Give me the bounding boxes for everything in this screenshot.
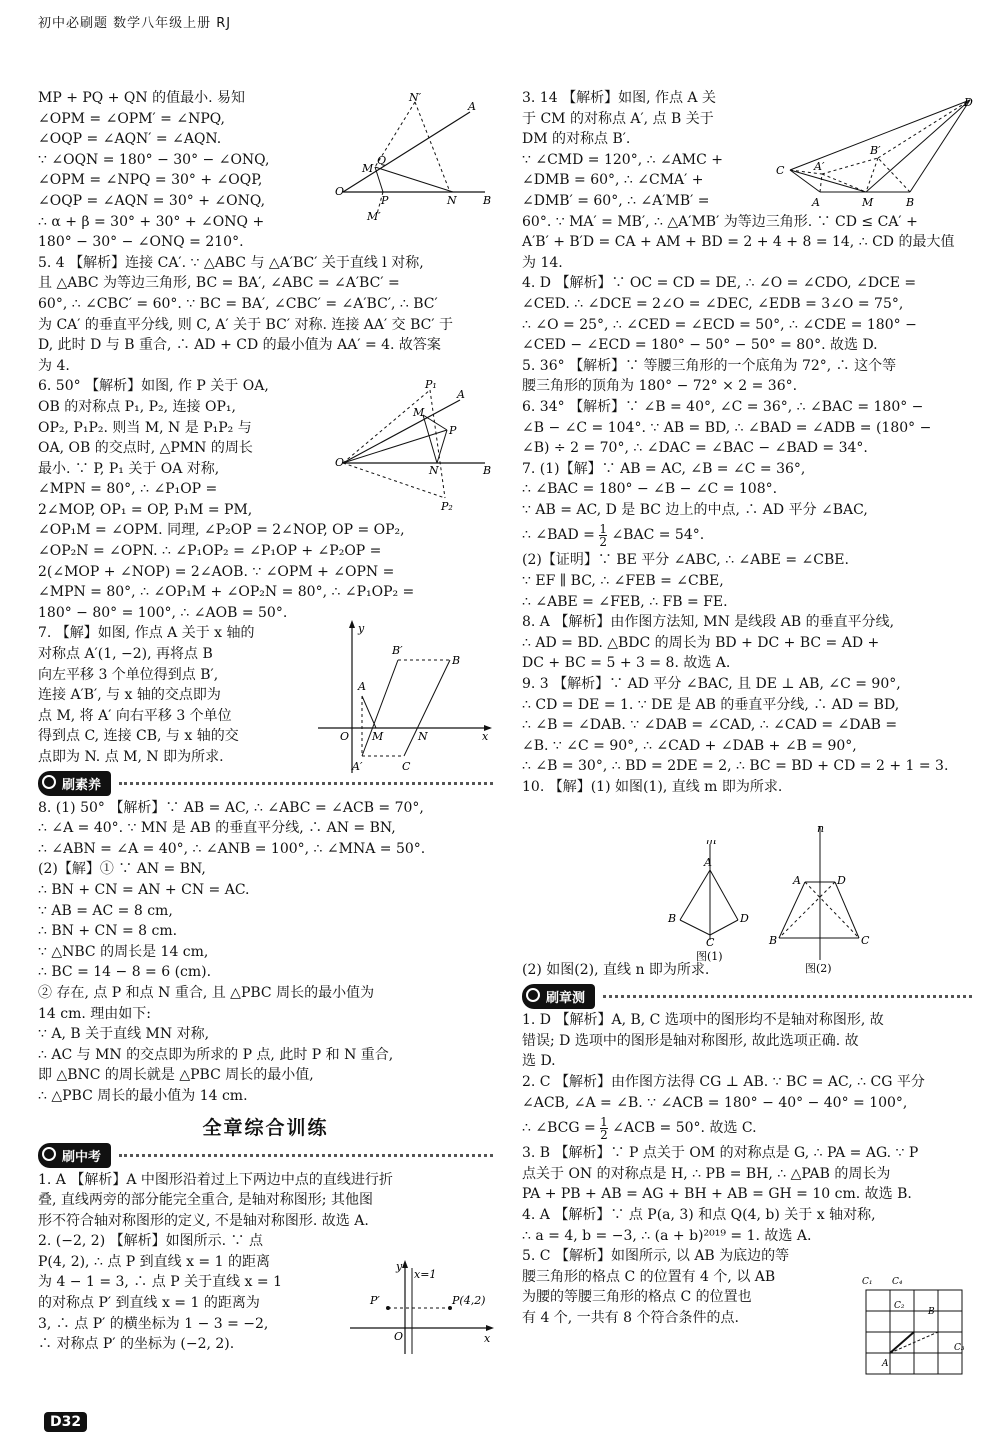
c1-answer bbox=[522, 1010, 972, 1072]
fig-label: C₄ bbox=[892, 1277, 903, 1287]
fig-label: C₃ bbox=[954, 1343, 965, 1353]
text-line: ∠B. ∵ ∠C = 90°, ∴ ∠CAD + ∠DAB + ∠B = 90°, bbox=[522, 737, 857, 754]
fig-label: C bbox=[776, 164, 785, 177]
text-line: ∠ACB, ∠A = ∠B. ∵ ∠ACB = 180° − 40° − 40° = 100°, bbox=[522, 1094, 908, 1111]
text-line: D, 此时 D 与 B 重合, ∴ AD + CD 的最小值为 AA′ = 4. 故答案 bbox=[38, 337, 441, 354]
fig-label: A bbox=[793, 874, 801, 887]
text-line: ∵ AB = AC = 8 cm, bbox=[38, 902, 173, 919]
r10-line-2: (2) 如图(2), 直线 n 即为所求. bbox=[522, 961, 710, 978]
section-label: 刷素养 bbox=[62, 778, 102, 794]
text-line: ∴ a = 4, b = −3, ∴ (a + b)²⁰¹⁹ = 1. 故选 A. bbox=[522, 1227, 812, 1244]
dotted-rule bbox=[603, 995, 972, 998]
text-line: ∴ ∠BAC = 180° − ∠B − ∠C = 108°. bbox=[522, 481, 778, 498]
q6-answer-top bbox=[38, 376, 318, 520]
text-line: ∴ △PBC 周长的最小值为 14 cm. bbox=[38, 1087, 248, 1104]
text-line-fraction bbox=[522, 1113, 972, 1143]
text-line: ∵ AB = AC, D 是 BC 边上的中点, ∴ AD 平分 ∠BAC, bbox=[522, 501, 868, 518]
text-line: ∴ ∠O = 25°, ∴ ∠CED = ∠ECD = 50°, ∴ ∠CDE = 180° − bbox=[522, 316, 917, 333]
fig-label: B bbox=[483, 464, 492, 477]
text-line: ∠OQP = ∠AQN = 30° + ∠ONQ, bbox=[38, 192, 266, 209]
text-line: PA + PB + AB = AG + BH + AB = GH = 10 cm. 故选 B. bbox=[522, 1186, 912, 1203]
text-line: 且 △ABC 为等边三角形, BC = BA′, ∠ABC = ∠A′BC′ = bbox=[38, 275, 400, 292]
fig-label: M bbox=[413, 406, 425, 419]
text-line: 3. 14 【解析】如图, 作点 A 关 bbox=[522, 90, 716, 106]
text-line: 有 4 个, 一共有 8 个符合条件的点. bbox=[522, 1309, 739, 1326]
text-line: ② 存在, 点 P 和点 N 重合, 且 △PBC 周长的最小值为 bbox=[38, 984, 375, 1001]
q7-answer bbox=[38, 623, 318, 767]
text-line: ∠MPN = 80°, ∴ ∠P₁OP = bbox=[38, 481, 218, 498]
text-line: 1. A 【解析】A 中图形沿着过上下两边中点的直线进行折 bbox=[38, 1171, 393, 1188]
text-line: ∠MPN = 80°, ∴ ∠OP₁M + ∠OP₂N = 80°, ∴ ∠P₁OP₂ = bbox=[38, 584, 415, 601]
text-line: ∴ ∠A = 40°. ∵ MN 是 AB 的垂直平分线, ∴ AN = BN, bbox=[38, 820, 396, 837]
fig-label: C₁ bbox=[862, 1277, 873, 1287]
r8-answer bbox=[522, 612, 972, 674]
fig-label: A bbox=[882, 1359, 889, 1369]
section-label: 刷章测 bbox=[546, 990, 586, 1006]
fig-label: m bbox=[706, 840, 717, 847]
page-header: 初中必刷题 数学八年级上册 RJ bbox=[38, 16, 232, 31]
text-line: ∠B − ∠C = 104°. ∵ AB = BD, ∴ ∠BAD = ∠ADB = (180° − bbox=[522, 419, 932, 436]
text-line: ∴ BN + CN = AN + CN = AC. bbox=[38, 881, 250, 898]
text-line: ∵ EF ∥ BC, ∴ ∠FEB = ∠CBE, bbox=[522, 573, 724, 590]
fig-label: y bbox=[358, 622, 365, 635]
text-line: ∴ ∠ABE = ∠FEB, ∴ FB = FE. bbox=[522, 593, 728, 610]
text-line: (2)【证明】∵ BE 平分 ∠ABC, ∴ ∠ABE = ∠CBE. bbox=[522, 552, 849, 569]
text-line: 4. D 【解析】∵ OC = CD = DE, ∴ ∠O = ∠CDO, ∠DCE = bbox=[522, 275, 917, 292]
fig-label: D bbox=[837, 874, 846, 887]
section-badge bbox=[38, 771, 111, 796]
text-line: 点 M, 将 A′ 向右平移 3 个单位 bbox=[38, 707, 232, 724]
fig-label: P bbox=[449, 424, 457, 437]
figure-c5-grid bbox=[858, 1270, 970, 1384]
text-line: ∴ α + β = 30° + 30° + ∠ONQ + bbox=[38, 213, 265, 230]
fig-label: M bbox=[362, 162, 374, 175]
text-line: 7. (1)【解】∵ AB = AC, ∠B = ∠C = 36°, bbox=[522, 460, 806, 477]
text-line: 为 4. bbox=[38, 357, 70, 374]
text-line: ∠OP₂N = ∠OPN. ∴ ∠P₁OP₂ = ∠P₁OP + ∠P₂OP = bbox=[38, 543, 382, 560]
r10-line: 10. 【解】(1) 如图(1), 直线 m 即为所求. bbox=[522, 779, 783, 795]
r6-answer bbox=[522, 397, 972, 459]
dotted-rule bbox=[119, 1154, 493, 1157]
pen-icon bbox=[42, 775, 56, 789]
fig-caption: 图(2) bbox=[805, 962, 832, 975]
text-line: ∴ BC = 14 − 8 = 6 (cm). bbox=[38, 964, 212, 981]
fig-label: O bbox=[335, 456, 345, 469]
denominator: 2 bbox=[600, 1127, 608, 1142]
text-line: 2. (−2, 2) 【解析】如图所示. ∵ 点 bbox=[38, 1233, 263, 1250]
text-line: 60°, ∴ ∠CBC′ = 60°. ∵ BC = BA′, ∠CBC′ = ∠A′BC′, ∴ BC′ bbox=[38, 295, 438, 312]
text-line: 于 CM 的对称点 A′, 点 B 关于 bbox=[522, 110, 714, 127]
fig-label: C bbox=[861, 934, 870, 947]
fig-label: B bbox=[928, 1307, 935, 1317]
fig-label: B′ bbox=[870, 144, 881, 157]
text-line: 180° − 80° = 100°, ∴ ∠AOB = 50°. bbox=[38, 604, 288, 621]
text-line: ∵ A, B 关于直线 MN 对称, bbox=[38, 1026, 210, 1043]
fig-label: B bbox=[668, 912, 677, 925]
fig-label: x bbox=[482, 730, 489, 743]
fig-label: B bbox=[906, 196, 915, 209]
text-line: ∴ ∠ABN = ∠A = 40°, ∴ ∠ANB = 100°, ∴ ∠MNA = 50°. bbox=[38, 840, 426, 857]
text-line: 4. A 【解析】∵ 点 P(a, 3) 和点 Q(4, b) 关于 x 轴对称, bbox=[522, 1206, 876, 1223]
section-badge bbox=[522, 984, 595, 1009]
fig-label: A bbox=[704, 856, 712, 869]
chapter-title: 全章综合训练 bbox=[202, 1116, 329, 1139]
fig-label: O bbox=[394, 1330, 404, 1343]
text-line: 180° − 30° − ∠ONQ = 210°. bbox=[38, 234, 244, 251]
fig-label: A′ bbox=[352, 760, 363, 773]
text-line: 最小. ∵ P, P₁ 关于 OA 对称, bbox=[38, 460, 220, 477]
text-line: 7. 【解】如图, 作点 A 关于 x 轴的 bbox=[38, 625, 255, 642]
text-line: ∠DMB = 60°, ∴ ∠CMA′ + bbox=[522, 172, 704, 189]
fig-label: B bbox=[483, 194, 492, 207]
section-badge bbox=[38, 1143, 111, 1168]
fig-label: M bbox=[372, 730, 384, 743]
c2-answer bbox=[522, 1072, 972, 1143]
frac-prefix: ∴ ∠BAD = bbox=[522, 527, 595, 544]
text-line: (2)【解】① ∵ AN = BN, bbox=[38, 861, 206, 878]
section-label: 刷中考 bbox=[62, 1150, 102, 1165]
text-line: 8. (1) 50° 【解析】∵ AB = AC, ∴ ∠ABC = ∠ACB = 70°, bbox=[38, 799, 424, 816]
text-line: 连接 A′B′, 与 x 轴的交点即为 bbox=[38, 687, 221, 704]
figure-q6 bbox=[335, 378, 495, 517]
frac-prefix: ∴ ∠BCG = bbox=[522, 1120, 596, 1137]
text-line: ∴ ∠B = ∠DAB. ∵ ∠DAB = ∠CAD, ∴ ∠CAD = ∠DAB = bbox=[522, 717, 898, 734]
fig-label: O bbox=[340, 730, 350, 743]
frac-suffix: ∠BAC = 54°. bbox=[611, 527, 705, 544]
text-line: 为 4 − 1 = 3, ∴ 点 P 关于直线 x = 1 bbox=[38, 1274, 282, 1291]
fig-label: A bbox=[468, 100, 476, 113]
pen-icon bbox=[526, 988, 540, 1002]
text-line: 60°. ∵ MA′ = MB′, ∴ △A′MB′ 为等边三角形. ∵ CD ≤ CA′ + bbox=[522, 213, 918, 230]
fig-label: B bbox=[769, 934, 778, 947]
text-line: ∴ BN + CN = 8 cm. bbox=[38, 923, 178, 940]
text-line: ∴ AD = BD. △BDC 的周长为 BD + DC + BC = AD + bbox=[522, 634, 880, 651]
q5-answer bbox=[38, 253, 493, 377]
fig-label: O bbox=[335, 185, 345, 198]
right-column bbox=[522, 88, 972, 1329]
numerator: 1 bbox=[599, 521, 607, 536]
text-line: MP + PQ + QN 的值最小. 易知 bbox=[38, 90, 245, 106]
text-line: ∠OPM = ∠OPM′ = ∠NPQ, bbox=[38, 110, 225, 127]
fig-label: P bbox=[381, 194, 389, 207]
fig-label: P′ bbox=[370, 1294, 380, 1307]
text-line: 5. 4 【解析】连接 CA′. ∵ △ABC 与 △A′BC′ 关于直线 l 对称, bbox=[38, 254, 424, 271]
fig-label: N bbox=[447, 194, 457, 207]
text-line: ∠B) ÷ 2 = 70°, ∴ ∠DAC = ∠BAC − ∠BAD = 34°. bbox=[522, 440, 868, 457]
text-line: 对称点 A′(1, −2), 再将点 B bbox=[38, 646, 213, 663]
text-line: ∠CED − ∠ECD = 180° − 50° − 50° = 80°. 故选 D. bbox=[522, 337, 878, 354]
text-line: ∠DMB′ = 60°, ∴ ∠A′MB′ = bbox=[522, 192, 710, 209]
frac-suffix: ∠ACB = 50°. 故选 C. bbox=[612, 1120, 757, 1137]
text-line: ∴ 对称点 P′ 的坐标为 (−2, 2). bbox=[38, 1336, 235, 1353]
fig-label: x bbox=[484, 1332, 491, 1345]
text-line: 腰三角形的顶角为 180° − 72° × 2 = 36°. bbox=[522, 378, 798, 395]
text-line: ∠OPM = ∠NPQ = 30° + ∠OQP, bbox=[38, 172, 263, 189]
text-line: 5. 36° 【解析】∵ 等腰三角形的一个底角为 72°, ∴ 这个等 bbox=[522, 357, 897, 374]
text-line: 为 14. bbox=[522, 254, 563, 271]
fraction bbox=[600, 1116, 608, 1141]
text-line: 9. 3 【解析】∵ AD 平分 ∠BAC, 且 DE ⊥ AB, ∠C = 90°, bbox=[522, 676, 901, 693]
r4-answer bbox=[522, 273, 972, 355]
text-line: 错误; D 选项中的图形是轴对称图形, 故此选项正确. 故 bbox=[522, 1032, 859, 1049]
dotted-rule bbox=[119, 782, 493, 785]
fig-label: C₂ bbox=[894, 1301, 905, 1311]
figure-r10-2 bbox=[765, 820, 875, 984]
text-line: ∴ ∠B = 30°, ∴ BD = 2DE = 2, ∴ BC = BD + CD = 2 + 1 = 3. bbox=[522, 758, 949, 775]
fig-label: Q bbox=[377, 154, 387, 167]
figure-z2-coords bbox=[350, 1258, 500, 1362]
fig-caption: 图(1) bbox=[696, 950, 723, 963]
fig-label: y bbox=[396, 1260, 403, 1273]
section-header-zhangce bbox=[522, 984, 972, 1008]
fig-label: N′ bbox=[409, 92, 422, 104]
text-line: 14 cm. 理由如下: bbox=[38, 1005, 151, 1022]
text-line: 得到点 C, 连接 CB, 与 x 轴的交 bbox=[38, 728, 239, 745]
text-line: ∴ AC 与 MN 的交点即为所求的 P 点, 此时 P 和 N 重合, bbox=[38, 1046, 394, 1063]
page-number: D32 bbox=[44, 1412, 87, 1432]
text-line: 叠, 直线两旁的部分能完全重合, 是轴对称图形; 其他图 bbox=[38, 1192, 373, 1209]
q6-answer-bottom bbox=[38, 520, 493, 623]
q4-continued bbox=[38, 88, 318, 253]
figure-q4 bbox=[335, 92, 495, 226]
z1-answer bbox=[38, 1170, 493, 1232]
text-line: 点关于 ON 的对称点是 H, ∴ PB = BH, ∴ △PAB 的周长为 bbox=[522, 1165, 891, 1182]
r3-answer-top bbox=[522, 88, 762, 212]
text-line: 3. B 【解析】∵ P 点关于 OM 的对称点是 G, ∴ PA = AG. ∵ P bbox=[522, 1145, 919, 1162]
fig-label: D bbox=[740, 912, 749, 925]
r5-answer bbox=[522, 356, 972, 397]
fig-label: n bbox=[817, 822, 825, 835]
text-line: 8. A 【解析】由作图方法知, MN 是线段 AB 的垂直平分线, bbox=[522, 614, 895, 631]
z2-answer bbox=[38, 1231, 318, 1355]
text-line: 为 CA′ 的垂直平分线, 则 C, A′ 关于 BC′ 对称. 连接 AA′ 交 BC′ 于 bbox=[38, 316, 453, 333]
text-line: 2(∠MOP + ∠NOP) = 2∠AOB. ∵ ∠OPM + ∠OPN = bbox=[38, 563, 395, 580]
fig-label: A bbox=[457, 388, 465, 401]
c4-answer bbox=[522, 1205, 972, 1246]
text-line: OA, OB 的交点时, △PMN 的周长 bbox=[38, 440, 253, 457]
text-line: 为腰的等腰三角形的格点 C 的位置也 bbox=[522, 1289, 752, 1306]
text-line: 1. D 【解析】A, B, C 选项中的图形均不是轴对称图形, 故 bbox=[522, 1012, 884, 1029]
section-header-zhongkao bbox=[38, 1144, 493, 1168]
text-line: ∵ ∠OQN = 180° − 30° − ∠ONQ, bbox=[38, 151, 270, 168]
text-line: ∠OQP = ∠AQN′ = ∠AQN. bbox=[38, 131, 222, 148]
text-line: A′B′ + B′D = CA + AM + BD = 2 + 4 + 8 = 14, ∴ CD 的最大值 bbox=[522, 234, 955, 251]
text-line: 6. 50° 【解析】如图, 作 P 关于 OA, bbox=[38, 378, 269, 395]
text-line: 3, ∴ 点 P′ 的横坐标为 1 − 3 = −2, bbox=[38, 1315, 269, 1332]
text-line: 选 D. bbox=[522, 1053, 556, 1070]
text-line: 6. 34° 【解析】∵ ∠B = 40°, ∠C = 36°, ∴ ∠BAC = 180° − bbox=[522, 398, 924, 415]
fig-label: A bbox=[812, 196, 820, 209]
text-line: P(4, 2), ∴ 点 P 到直线 x = 1 的距离 bbox=[38, 1253, 270, 1270]
fig-label: D bbox=[964, 96, 973, 109]
fig-label: N bbox=[429, 464, 439, 477]
figure-q7-coords bbox=[318, 618, 493, 782]
text-line: 2∠MOP, OP₁ = OP, P₁M = PM, bbox=[38, 501, 253, 518]
text-line: ∠OP₁M = ∠OPM. 同理, ∠P₂OP = 2∠NOP, OP = OP₂, bbox=[38, 522, 405, 539]
fig-label: B bbox=[452, 654, 461, 667]
text-line: OB 的对称点 P₁, P₂, 连接 OP₁, bbox=[38, 398, 236, 415]
text-line-fraction bbox=[522, 520, 972, 550]
fig-label: P(4,2) bbox=[452, 1294, 486, 1307]
fig-label: P₂ bbox=[441, 500, 453, 513]
pen-icon bbox=[42, 1147, 56, 1161]
fig-label: C bbox=[706, 936, 715, 949]
fig-label: M bbox=[862, 196, 874, 209]
numerator: 1 bbox=[600, 1114, 608, 1129]
q8-answer bbox=[38, 798, 493, 1107]
fig-label: A bbox=[358, 680, 366, 693]
denominator: 2 bbox=[599, 534, 607, 549]
text-line: 的对称点 P′ 到直线 x = 1 的距离为 bbox=[38, 1295, 260, 1312]
text-line: 形不符合轴对称图形的定义, 不是轴对称图形. 故选 A. bbox=[38, 1212, 369, 1229]
c5-answer bbox=[522, 1246, 852, 1328]
c3-answer bbox=[522, 1143, 972, 1205]
text-line: ∵ ∠CMD = 120°, ∴ ∠AMC + bbox=[522, 151, 724, 168]
fig-label: B′ bbox=[392, 644, 403, 657]
fig-label: x=1 bbox=[414, 1268, 437, 1281]
text-line: 即 △BNC 的周长就是 △PBC 周长的最小值, bbox=[38, 1067, 314, 1084]
fig-label: M′ bbox=[367, 210, 381, 222]
fraction bbox=[599, 523, 607, 548]
r3-answer-bottom bbox=[522, 212, 972, 274]
text-line: ∵ △NBC 的周长是 14 cm, bbox=[38, 943, 209, 960]
text-line: DC + BC = 5 + 3 = 8. 故选 A. bbox=[522, 655, 731, 672]
figure-r10-1 bbox=[650, 840, 760, 972]
fig-label: C bbox=[402, 760, 411, 773]
fig-label: N bbox=[418, 730, 428, 743]
text-line: ∠CED. ∴ ∠DCE = 2∠O = ∠DEC, ∠EDB = 3∠O = 75°, bbox=[522, 295, 904, 312]
text-line: 腰三角形的格点 C 的位置有 4 个, 以 AB bbox=[522, 1268, 776, 1285]
text-line: OP₂, P₁P₂. 则当 M, N 是 P₁P₂ 与 bbox=[38, 419, 252, 436]
fig-label: P₁ bbox=[425, 378, 437, 391]
text-line: 5. C 【解析】如图所示, 以 AB 为底边的等 bbox=[522, 1248, 790, 1265]
text-line: 点即为 N. 点 M, N 即为所求. bbox=[38, 749, 224, 765]
r9-answer bbox=[522, 674, 972, 777]
text-line: 2. C 【解析】由作图方法得 CG ⊥ AB. ∵ BC = AC, ∴ CG 平分 bbox=[522, 1073, 925, 1090]
r7-answer bbox=[522, 459, 972, 613]
figure-r3 bbox=[770, 92, 980, 216]
text-line: 向左平移 3 个单位得到点 B′, bbox=[38, 666, 219, 683]
text-line: DM 的对称点 B′. bbox=[522, 131, 631, 148]
text-line: ∴ CD = DE = 1. ∵ DE 是 AB 的垂直平分线, ∴ AD = BD, bbox=[522, 696, 900, 713]
fig-label: A′ bbox=[814, 160, 825, 173]
